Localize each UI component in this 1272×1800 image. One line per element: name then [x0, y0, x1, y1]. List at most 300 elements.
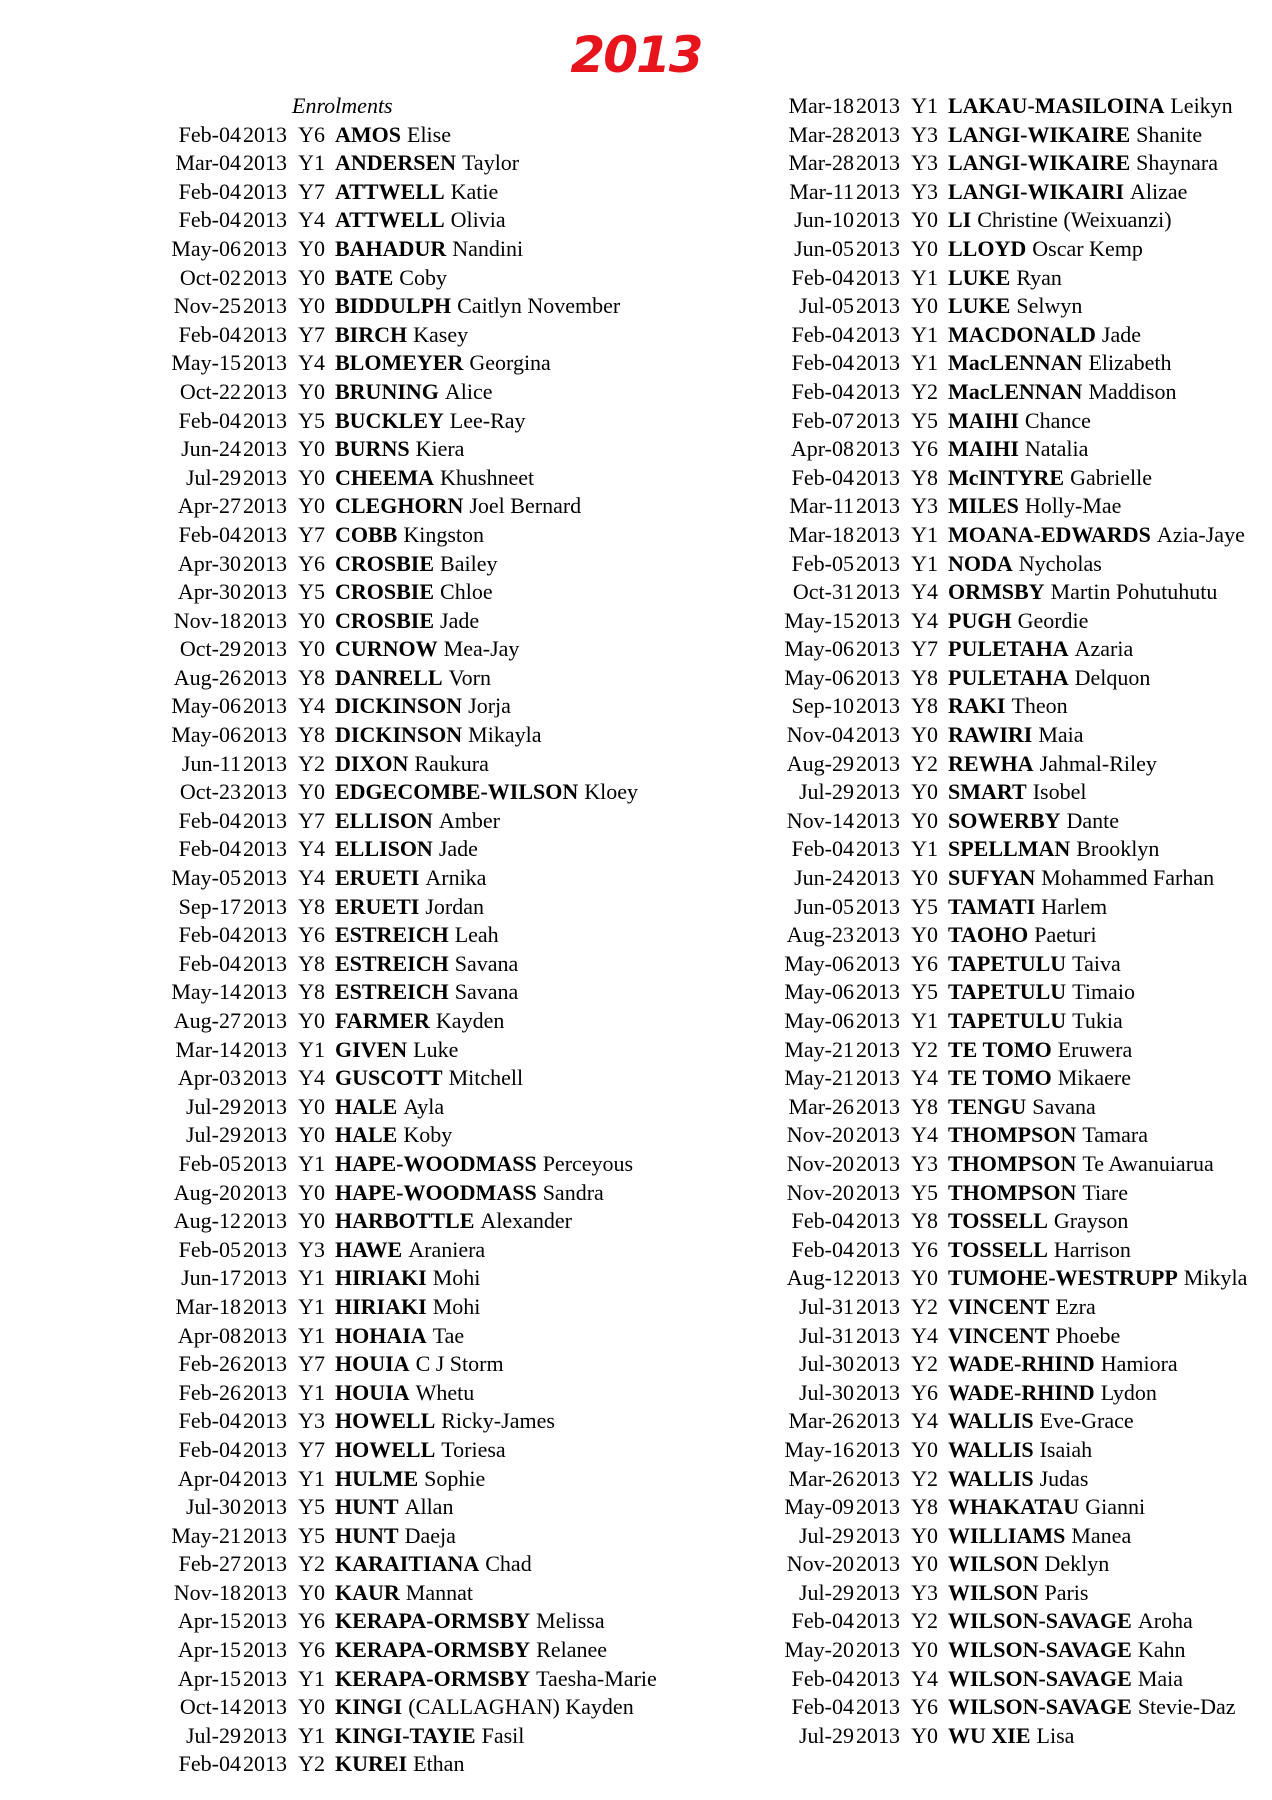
year-level: Y1: [911, 350, 938, 376]
enrolment-row: [100, 635, 657, 664]
year-level: Y0: [298, 1208, 325, 1234]
student-surname: HOWELL: [335, 1436, 436, 1462]
enrolment-row: [100, 750, 657, 779]
year-level: Y3: [911, 150, 938, 176]
student-surname: ELLISON: [335, 836, 433, 862]
student-surname: WILSON-SAVAGE: [948, 1637, 1132, 1663]
enrolment-year: 2013: [856, 1465, 900, 1491]
enrolment-row: [100, 921, 657, 950]
student-surname: GIVEN: [335, 1036, 408, 1062]
year-level: Y8: [911, 693, 938, 719]
student-given-name: Timaio: [1072, 979, 1135, 1005]
enrolment-row: [713, 1407, 1247, 1436]
student-given-name: Tiare: [1082, 1179, 1128, 1205]
enrolment-year: 2013: [856, 1036, 900, 1062]
enrolment-date: May-14: [171, 979, 241, 1005]
year-level: Y7: [911, 636, 938, 662]
enrolment-date: Feb-05: [178, 1150, 241, 1176]
enrolment-year: 2013: [856, 1150, 900, 1176]
student-given-name: Nycholas: [1018, 550, 1102, 576]
student-surname: PUGH: [948, 607, 1012, 633]
year-level: Y5: [911, 979, 938, 1005]
enrolment-row: [713, 1322, 1247, 1351]
student-given-name: Perceyous: [542, 1150, 634, 1176]
student-surname: VINCENT: [948, 1293, 1050, 1319]
student-given-name: (CALLAGHAN) Kayden: [408, 1694, 634, 1720]
enrolment-row: [100, 521, 657, 550]
enrolment-year: 2013: [243, 865, 287, 891]
student-given-name: Caitlyn November: [457, 293, 621, 319]
student-given-name: Azia-Jaye: [1156, 521, 1245, 547]
enrolment-date: Jun-11: [181, 750, 241, 776]
year-level: Y8: [911, 664, 938, 690]
student-surname: PULETAHA: [948, 636, 1069, 662]
enrolment-date: May-20: [784, 1637, 854, 1663]
enrolment-date: Sep-10: [791, 693, 854, 719]
enrolment-year: 2013: [856, 750, 900, 776]
student-surname: PULETAHA: [948, 664, 1069, 690]
enrolment-year: 2013: [856, 579, 900, 605]
enrolment-date: Oct-29: [179, 636, 241, 662]
enrolment-row: [100, 835, 657, 864]
student-given-name: Elise: [407, 121, 451, 147]
enrolment-year: 2013: [243, 1265, 287, 1291]
year-level: Y8: [298, 664, 325, 690]
year-level: Y4: [911, 1122, 938, 1148]
enrolment-year: 2013: [856, 436, 900, 462]
year-level: Y6: [298, 550, 325, 576]
year-level: Y2: [298, 750, 325, 776]
student-surname: WADE-RHIND: [948, 1379, 1095, 1405]
enrolment-row: [713, 1522, 1247, 1551]
year-level: Y0: [911, 1265, 938, 1291]
year-level: Y1: [298, 1665, 325, 1691]
enrolment-date: Feb-04: [178, 1408, 241, 1434]
student-surname: EDGECOMBE-WILSON: [335, 779, 579, 805]
enrolment-year: 2013: [243, 1036, 287, 1062]
enrolment-year: 2013: [243, 1065, 287, 1091]
year-level: Y4: [911, 1322, 938, 1348]
enrolment-date: Nov-18: [173, 1579, 241, 1605]
student-surname: KINGI: [335, 1694, 403, 1720]
year-level: Y3: [911, 121, 938, 147]
year-level: Y0: [298, 1579, 325, 1605]
enrolment-year: 2013: [243, 1436, 287, 1462]
student-surname: ORMSBY: [948, 579, 1045, 605]
enrolment-year: 2013: [243, 1351, 287, 1377]
student-surname: CROSBIE: [335, 579, 435, 605]
student-given-name: Stevie-Daz: [1137, 1694, 1236, 1720]
enrolment-date: Feb-04: [791, 1608, 854, 1634]
year-level: Y0: [298, 464, 325, 490]
enrolment-year: 2013: [856, 950, 900, 976]
year-level: Y3: [911, 178, 938, 204]
enrolment-date: Feb-26: [178, 1351, 241, 1377]
enrolment-date: Jun-17: [181, 1265, 241, 1291]
student-surname: THOMPSON: [948, 1150, 1077, 1176]
enrolment-year: 2013: [856, 350, 900, 376]
enrolment-year: 2013: [856, 407, 900, 433]
student-surname: LI: [948, 207, 972, 233]
year-level: Y1: [298, 1465, 325, 1491]
enrolment-date: Jun-24: [794, 865, 854, 891]
student-surname: LUKE: [948, 264, 1011, 290]
enrolment-year: 2013: [856, 293, 900, 319]
student-surname: TOSSELL: [948, 1236, 1048, 1262]
enrolment-date: Feb-04: [791, 378, 854, 404]
year-level: Y6: [298, 922, 325, 948]
enrolment-year: 2013: [856, 378, 900, 404]
year-level: Y0: [298, 636, 325, 662]
year-level: Y1: [911, 550, 938, 576]
enrolment-row: [100, 378, 657, 407]
enrolment-row: [100, 1036, 657, 1065]
year-level: Y1: [298, 1265, 325, 1291]
year-level: Y1: [911, 836, 938, 862]
student-given-name: Alice: [444, 378, 493, 404]
student-given-name: Sandra: [542, 1179, 604, 1205]
enrolment-year: 2013: [856, 1408, 900, 1434]
student-surname: DIXON: [335, 750, 409, 776]
year-level: Y6: [911, 436, 938, 462]
enrolment-row: [713, 921, 1247, 950]
student-surname: HIRIAKI: [335, 1265, 427, 1291]
year-level: Y3: [298, 1408, 325, 1434]
enrolment-year: 2013: [856, 1522, 900, 1548]
enrolment-year: 2013: [856, 1179, 900, 1205]
student-given-name: Azaria: [1074, 636, 1134, 662]
student-given-name: Phoebe: [1055, 1322, 1121, 1348]
year-level: Y2: [911, 750, 938, 776]
year-level: Y0: [298, 235, 325, 261]
enrolment-row: [100, 1293, 657, 1322]
student-given-name: Mannat: [405, 1579, 473, 1605]
student-given-name: Ayla: [403, 1093, 445, 1119]
enrolment-date: May-15: [784, 607, 854, 633]
student-given-name: Christine (Weixuanzi): [977, 207, 1172, 233]
enrolment-date: Feb-27: [178, 1551, 241, 1577]
enrolment-row: [713, 235, 1247, 264]
right-rows: [713, 92, 1247, 1750]
enrolment-row: [713, 1007, 1247, 1036]
student-surname: WILSON: [948, 1579, 1039, 1605]
enrolment-date: Feb-05: [178, 1236, 241, 1262]
enrolment-date: Feb-04: [791, 1665, 854, 1691]
year-level: Y7: [298, 521, 325, 547]
enrolment-year: 2013: [856, 1379, 900, 1405]
enrolment-date: Nov-14: [786, 807, 854, 833]
enrolment-year: 2013: [856, 722, 900, 748]
student-surname: HULME: [335, 1465, 419, 1491]
student-given-name: Jordan: [425, 893, 485, 919]
student-surname: MILES: [948, 493, 1019, 519]
enrolment-year: 2013: [856, 922, 900, 948]
enrolment-date: Jul-29: [186, 1122, 241, 1148]
enrolment-row: [100, 407, 657, 436]
enrolment-row: [713, 835, 1247, 864]
enrolment-date: May-21: [784, 1065, 854, 1091]
student-surname: BRUNING: [335, 378, 439, 404]
year-level: Y4: [298, 693, 325, 719]
enrolment-row: [100, 1407, 657, 1436]
student-given-name: Coby: [399, 264, 447, 290]
student-surname: WILLIAMS: [948, 1522, 1066, 1548]
enrolment-row: [100, 807, 657, 836]
student-surname: DANRELL: [335, 664, 443, 690]
enrolment-year: 2013: [243, 1122, 287, 1148]
student-surname: SMART: [948, 779, 1027, 805]
student-surname: RAWIRI: [948, 722, 1033, 748]
year-level: Y1: [911, 321, 938, 347]
enrolment-year: 2013: [243, 550, 287, 576]
enrolment-row: [713, 1236, 1247, 1265]
student-surname: KARAITIANA: [335, 1551, 480, 1577]
student-surname: REWHA: [948, 750, 1034, 776]
enrolment-date: Jul-31: [799, 1322, 854, 1348]
student-surname: WHAKATAU: [948, 1494, 1080, 1520]
enrolment-row: [713, 692, 1247, 721]
year-level: Y3: [911, 1579, 938, 1605]
student-surname: HAWE: [335, 1236, 403, 1262]
enrolment-year: 2013: [856, 1351, 900, 1377]
enrolment-row: [100, 893, 657, 922]
student-given-name: Oscar Kemp: [1032, 235, 1143, 261]
student-given-name: Gianni: [1085, 1494, 1146, 1520]
student-surname: KUREI: [335, 1751, 408, 1777]
enrolment-year: 2013: [243, 807, 287, 833]
student-surname: ESTREICH: [335, 979, 449, 1005]
enrolment-year: 2013: [243, 207, 287, 233]
enrolment-year: 2013: [856, 493, 900, 519]
enrolment-row: [100, 1607, 657, 1636]
student-given-name: Vorn: [448, 664, 491, 690]
student-surname: ESTREICH: [335, 922, 449, 948]
student-surname: KERAPA-ORMSBY: [335, 1665, 531, 1691]
enrolment-row: [100, 864, 657, 893]
enrolment-date: May-06: [171, 722, 241, 748]
year-level: Y3: [911, 493, 938, 519]
enrolment-date: Aug-20: [173, 1179, 241, 1205]
year-level: Y1: [911, 93, 938, 118]
enrolment-date: Mar-18: [175, 1293, 241, 1319]
student-surname: LAKAU-MASILOINA: [948, 93, 1165, 118]
enrolment-row: [713, 521, 1247, 550]
enrolment-row: [713, 435, 1247, 464]
enrolment-row: [100, 578, 657, 607]
enrolment-row: [100, 978, 657, 1007]
enrolment-date: Feb-04: [178, 207, 241, 233]
enrolment-date: May-16: [784, 1436, 854, 1462]
enrolment-date: Jun-05: [794, 893, 854, 919]
student-surname: DICKINSON: [335, 722, 463, 748]
student-surname: WILSON-SAVAGE: [948, 1608, 1132, 1634]
enrolment-row: [713, 778, 1247, 807]
enrolment-date: Apr-08: [790, 436, 854, 462]
year-level: Y2: [911, 1465, 938, 1491]
enrolment-row: [713, 121, 1247, 150]
enrolment-date: Nov-20: [786, 1122, 854, 1148]
enrolment-row: [100, 264, 657, 293]
enrolment-date: Mar-11: [789, 493, 854, 519]
enrolment-date: Aug-29: [786, 750, 854, 776]
enrolment-row: [713, 1379, 1247, 1408]
enrolment-date: May-06: [784, 950, 854, 976]
year-level: Y0: [298, 1093, 325, 1119]
student-surname: McINTYRE: [948, 464, 1065, 490]
student-surname: ELLISON: [335, 807, 433, 833]
enrolment-row: [100, 1722, 657, 1751]
year-level: Y0: [911, 1722, 938, 1748]
enrolment-year: 2013: [856, 121, 900, 147]
enrolment-year: 2013: [243, 779, 287, 805]
enrolment-year: 2013: [856, 464, 900, 490]
year-level: Y4: [911, 607, 938, 633]
student-given-name: Delquon: [1074, 664, 1151, 690]
enrolment-year: 2013: [856, 321, 900, 347]
enrolment-date: Apr-08: [177, 1322, 241, 1348]
enrolment-row: [100, 550, 657, 579]
enrolment-year: 2013: [243, 693, 287, 719]
enrolment-year: 2013: [243, 607, 287, 633]
enrolment-date: Feb-04: [791, 264, 854, 290]
student-surname: THOMPSON: [948, 1179, 1077, 1205]
student-given-name: Martin Pohutuhutu: [1050, 579, 1218, 605]
enrolment-date: Feb-04: [178, 121, 241, 147]
enrolment-row: [713, 492, 1247, 521]
enrolment-year: 2013: [856, 93, 900, 118]
enrolment-date: Feb-04: [791, 836, 854, 862]
student-given-name: Joel Bernard: [469, 493, 582, 519]
student-surname: ERUETI: [335, 865, 420, 891]
enrolment-row: [100, 1693, 657, 1722]
enrolment-year: 2013: [856, 264, 900, 290]
enrolment-date: Feb-07: [791, 407, 854, 433]
student-given-name: Harlem: [1041, 893, 1108, 919]
student-surname: SOWERBY: [948, 807, 1061, 833]
student-given-name: Lisa: [1036, 1722, 1075, 1748]
enrolment-year: 2013: [243, 350, 287, 376]
student-surname: DICKINSON: [335, 693, 463, 719]
student-surname: CROSBIE: [335, 607, 435, 633]
year-level: Y4: [298, 207, 325, 233]
enrolment-row: [713, 1579, 1247, 1608]
enrolment-year: 2013: [856, 836, 900, 862]
student-given-name: Taesha-Marie: [536, 1665, 657, 1691]
student-given-name: Jorja: [468, 693, 511, 719]
enrolment-date: Feb-04: [791, 464, 854, 490]
student-given-name: Mikaere: [1057, 1065, 1132, 1091]
student-given-name: Holly-Mae: [1024, 493, 1122, 519]
enrolment-row: [713, 1121, 1247, 1150]
enrolment-column-right: [713, 92, 1247, 1750]
student-surname: WALLIS: [948, 1436, 1034, 1462]
student-given-name: Ezra: [1055, 1293, 1096, 1319]
enrolment-date: Mar-18: [788, 521, 854, 547]
enrolment-year: 2013: [243, 178, 287, 204]
enrolment-year: 2013: [243, 1093, 287, 1119]
enrolment-year: 2013: [243, 1379, 287, 1405]
enrolment-year: 2013: [856, 1722, 900, 1748]
enrolment-date: Sep-17: [178, 893, 241, 919]
student-given-name: Luke: [413, 1036, 459, 1062]
enrolment-row: [100, 1207, 657, 1236]
enrolment-date: Apr-27: [177, 493, 241, 519]
year-level: Y0: [911, 1436, 938, 1462]
student-given-name: Relanee: [536, 1637, 608, 1663]
year-level: Y0: [911, 865, 938, 891]
enrolment-year: 2013: [243, 1179, 287, 1205]
enrolment-year: 2013: [243, 1665, 287, 1691]
student-given-name: Araniera: [408, 1236, 486, 1262]
student-given-name: Raukura: [414, 750, 489, 776]
student-surname: HALE: [335, 1093, 398, 1119]
student-given-name: Mikayla: [468, 722, 542, 748]
student-given-name: Kahn: [1137, 1637, 1186, 1663]
enrolment-row: [100, 1236, 657, 1265]
student-given-name: Gabrielle: [1070, 464, 1152, 490]
enrolment-row: [100, 435, 657, 464]
year-level: Y1: [298, 1150, 325, 1176]
student-given-name: Maia: [1137, 1665, 1184, 1691]
student-surname: MAIHI: [948, 436, 1019, 462]
enrolment-year: 2013: [856, 893, 900, 919]
enrolment-row: [100, 206, 657, 235]
student-given-name: Dante: [1066, 807, 1120, 833]
student-surname: THOMPSON: [948, 1122, 1077, 1148]
student-surname: LLOYD: [948, 235, 1027, 261]
enrolment-year: 2013: [243, 922, 287, 948]
enrolment-year: 2013: [856, 1322, 900, 1348]
enrolment-row: [100, 1064, 657, 1093]
year-level: Y0: [911, 1637, 938, 1663]
enrolment-year: 2013: [856, 865, 900, 891]
enrolment-year: 2013: [243, 722, 287, 748]
enrolment-date: Jul-30: [799, 1379, 854, 1405]
enrolment-year: 2013: [243, 979, 287, 1005]
student-surname: TAMATI: [948, 893, 1036, 919]
enrolment-year: 2013: [243, 1694, 287, 1720]
enrolment-row: [713, 1436, 1247, 1465]
enrolment-row: [713, 1722, 1247, 1751]
student-surname: AMOS: [335, 121, 401, 147]
student-given-name: Chloe: [440, 579, 493, 605]
student-surname: CHEEMA: [335, 464, 434, 490]
year-level: Y4: [298, 865, 325, 891]
enrolment-date: Feb-04: [178, 950, 241, 976]
year-level: Y1: [298, 1722, 325, 1748]
enrolment-row: [713, 206, 1247, 235]
enrolment-row: [100, 1579, 657, 1608]
enrolment-row: [100, 1522, 657, 1551]
year-level: Y4: [911, 1065, 938, 1091]
student-surname: HUNT: [335, 1494, 399, 1520]
student-given-name: Leikyn: [1170, 93, 1233, 118]
student-surname: BATE: [335, 264, 394, 290]
enrolment-row: [713, 1550, 1247, 1579]
enrolment-date: Jul-29: [186, 1093, 241, 1119]
student-given-name: Shanite: [1136, 121, 1203, 147]
enrolment-row: [713, 1179, 1247, 1208]
enrolment-date: Aug-26: [173, 664, 241, 690]
student-surname: ERUETI: [335, 893, 420, 919]
enrolment-date: Feb-26: [178, 1379, 241, 1405]
year-level: Y8: [911, 464, 938, 490]
enrolment-date: Mar-28: [788, 121, 854, 147]
enrolment-row: [713, 264, 1247, 293]
year-level: Y4: [911, 579, 938, 605]
enrolment-year: 2013: [243, 893, 287, 919]
enrolment-date: May-21: [171, 1522, 241, 1548]
